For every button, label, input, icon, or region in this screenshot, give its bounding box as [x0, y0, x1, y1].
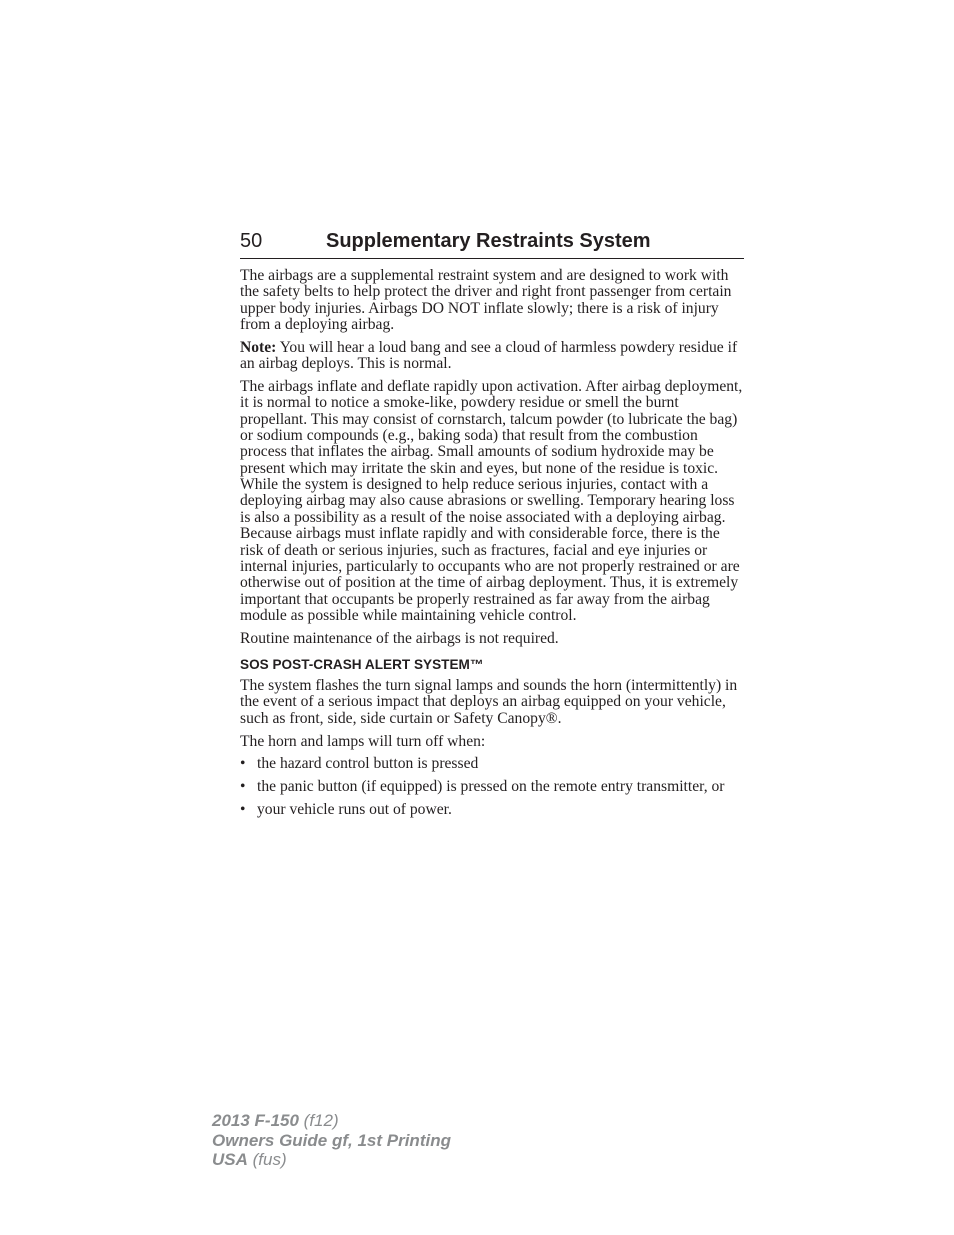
maintenance-paragraph: Routine maintenance of the airbags is not required. [240, 629, 559, 647]
footer-guide-line: Owners Guide gf, 1st Printing [212, 1130, 451, 1150]
sos-turn-off-intro: The horn and lamps will turn off when: [240, 732, 486, 750]
deployment-paragraph: The airbags inflate and deflate rapidly upon activation. After airbag deployment, it is normal to notice a smoke-like, powdery residue or smell the burnt propellant. This may consist of cornstarch, talcum powder (to lubricate the bag) or sodium compounds (e.g., baking soda) that result from the combustion process that inflates the airbag. Small amounts of sodium hydroxide may be present which may irritate the skin and eyes, but none of the residue is toxic. While the system is designed to help reduce serious injuries, contact with a deploying airbag may also cause abrasions or swelling. Temporary hearing loss is also a possibility as a result of the noise associated with a deploying airbag. Because airbags must inflate rapidly and with considerable force, there is the risk of death or serious injuries, such as fractures, facial and eye injuries or internal injuries, particularly to occupants who are not properly restrained or are otherwise out of position at the time of airbag deployment. Thus, it is extremely important that occupants be properly restrained as far away from the airbag module as possible while maintaining vehicle control. [240, 378, 743, 624]
list-item-text: the hazard control button is pressed [257, 755, 479, 773]
list-item [240, 802, 746, 818]
note-label: Note: [240, 338, 277, 356]
list-item-text: the panic button (if equipped) is pressed on the remote entry transmitter, or [257, 778, 725, 796]
page-header [240, 228, 744, 259]
footer-model-line [212, 1111, 451, 1131]
sos-section-heading: SOS POST-CRASH ALERT SYSTEM™ [240, 657, 484, 673]
bullet-icon: • [240, 801, 246, 819]
bullet-icon: • [240, 778, 246, 796]
footer-market-code: (fus) [247, 1150, 287, 1169]
list-item [240, 756, 746, 772]
turn-off-conditions-list [240, 756, 746, 818]
chapter-title: Supplementary Restraints System [326, 230, 651, 252]
page-number: 50 [240, 230, 263, 252]
footer-model: 2013 F-150 [212, 1111, 299, 1130]
list-item [240, 779, 746, 795]
page-content [240, 268, 746, 825]
note-text: You will hear a loud bang and see a cloud of harmless powdery residue if an airbag deploys. This is normal. [240, 338, 738, 373]
bullet-icon: • [240, 755, 246, 773]
list-item-text: your vehicle runs out of power. [257, 801, 452, 819]
sos-description-paragraph: The system flashes the turn signal lamps and sounds the horn (intermittently) in the event of a serious impact that deploys an airbag equipped on your vehicle, such as front, side, side curtain or Safety Canopy®. [240, 677, 738, 727]
footer-market: USA [212, 1150, 248, 1169]
footer-market-line [212, 1150, 451, 1170]
intro-paragraph: The airbags are a supplemental restraint system and are designed to work with the safety belts to help protect the driver and right front passenger from certain upper body injuries. Airbags DO NOT inflate slowly; there is a risk of injury from a deploying airbag. [240, 267, 732, 334]
page-footer [212, 1111, 451, 1170]
note-paragraph [240, 340, 746, 373]
footer-model-code: (f12) [298, 1111, 339, 1130]
